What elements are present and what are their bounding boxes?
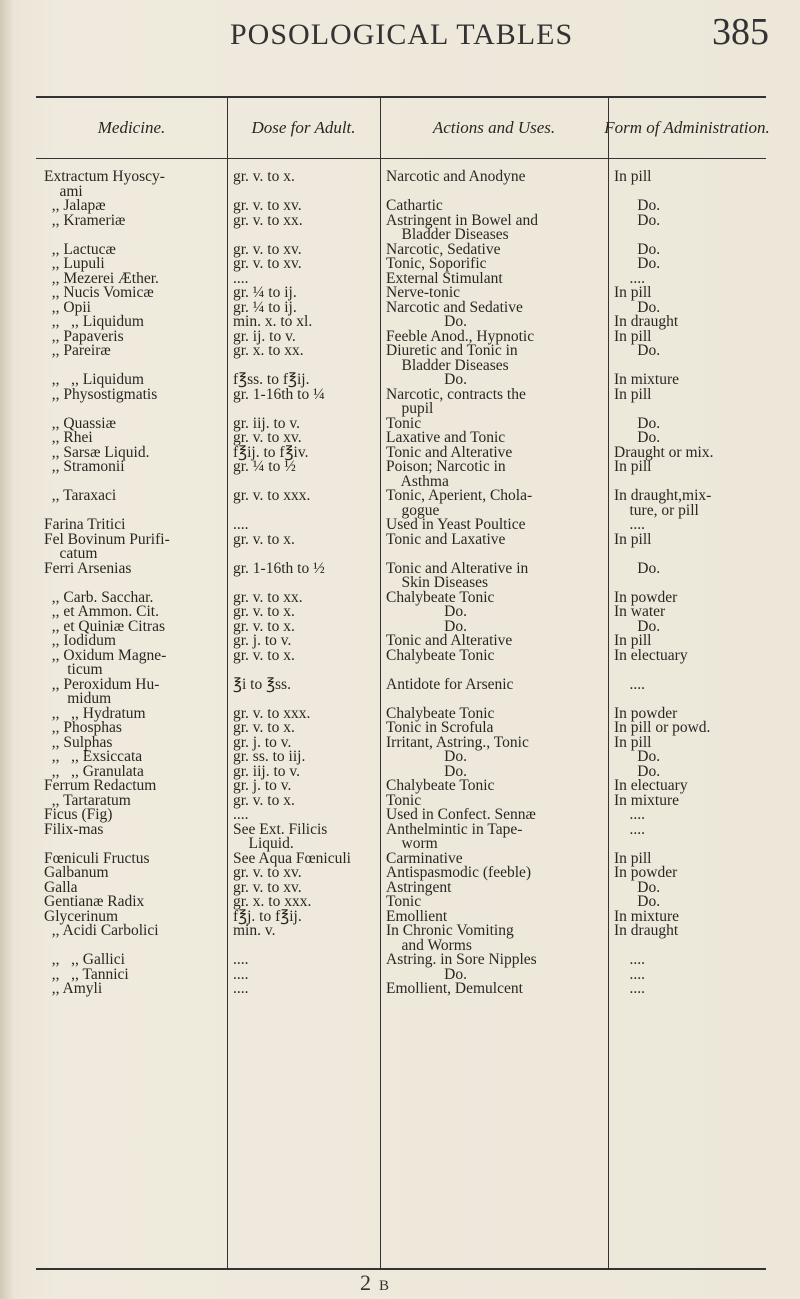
action-line: Irritant, Astring., Tonic <box>386 733 529 751</box>
medicine-line: Glycerinum <box>44 907 119 925</box>
form-line: Do. <box>614 414 661 432</box>
form-line: Do. <box>614 617 661 635</box>
action-line: Narcotic, Sedative <box>386 240 501 258</box>
form-line: In mixture <box>614 371 679 388</box>
medicine-line: ,, Taraxaci <box>44 487 117 504</box>
medicine-line: ,, Rhei <box>44 429 93 446</box>
form-line: In pill <box>614 168 652 185</box>
form-line: Do. <box>614 878 661 896</box>
action-line: Tonic and Alterative <box>386 632 513 649</box>
dose-line: gr. v. to xxx. <box>233 487 311 504</box>
medicine-line: ,, Mezerei Æther. <box>44 269 159 287</box>
action-line: Anthelmintic in Tape- <box>386 820 523 838</box>
action-line: Poison; Narcotic in <box>386 458 506 475</box>
medicine-line: ,, Carb. Sacchar. <box>44 588 154 606</box>
form-line: In powder <box>614 864 678 881</box>
action-line: Astringent in Bowel and <box>386 211 538 229</box>
medicine-line: ,, ,, Exsiccata <box>44 748 143 765</box>
action-line: pupil <box>386 400 434 417</box>
medicine-line: Ferrum Redactum <box>44 777 157 794</box>
medicine-line: Ferri Arsenias <box>44 559 132 577</box>
form-line: Do. <box>614 255 661 272</box>
action-line: Nerve-tonic <box>386 284 461 301</box>
form-line: In powder <box>614 704 678 722</box>
form-line: .... <box>614 269 645 287</box>
medicine-line: ,, Pareiræ <box>44 342 111 359</box>
medicine-line: Farina Tritici <box>44 516 126 533</box>
action-line: Tonic <box>386 893 422 910</box>
form-line: In pill <box>614 458 652 475</box>
dose-line: See Aqua Fœniculi <box>233 849 351 867</box>
dose-line: gr. v. to xv. <box>233 429 302 446</box>
medicine-line: Gentianæ Radix <box>44 893 145 910</box>
medicine-line: ,, Physostigmatis <box>44 385 158 403</box>
form-line: In draught <box>614 313 679 330</box>
medicine-line: ,, Oxidum Magne- <box>44 646 167 664</box>
form-line: Do. <box>614 197 661 214</box>
form-line: In pill <box>614 385 652 403</box>
dose-line: gr. v. to x. <box>233 168 295 185</box>
form-line: In pill <box>614 632 652 649</box>
form-line: .... <box>614 516 645 533</box>
dose-line <box>233 939 379 954</box>
dose-line: gr. v. to x. <box>233 617 295 635</box>
header-actions: Actions and Uses. <box>432 117 556 137</box>
medicine-line: ,, ,, Hydratum <box>44 704 146 722</box>
medicine-line: ,, Sulphas <box>44 733 113 751</box>
form-line: ture, or pill <box>614 501 699 519</box>
action-line: Cathartic <box>386 197 443 214</box>
header-medicine: Medicine. <box>97 117 166 137</box>
action-line: Emollient <box>386 907 448 925</box>
action-line: External Stimulant <box>386 269 503 287</box>
dose-line: .... <box>233 806 249 823</box>
action-line: Chalybeate Tonic <box>386 588 495 606</box>
medicine-line: ,, Phosphas <box>44 719 122 736</box>
action-line: Emollient, Demulcent <box>386 980 523 997</box>
dose-line: min. v. <box>233 922 276 939</box>
form-line: In mixture <box>614 791 679 809</box>
dose-line: f℥ij. to f℥iv. <box>233 443 309 461</box>
action-line: Asthma <box>386 472 449 490</box>
action-line: Chalybeate Tonic <box>386 704 495 722</box>
form-line: .... <box>614 675 645 693</box>
dose-line: f℥j. to f℥ij. <box>233 907 302 925</box>
dose-line: gr. ¼ to ij. <box>233 284 297 301</box>
form-line: .... <box>614 965 645 983</box>
dose-line: gr. ij. to v. <box>233 327 296 345</box>
dose-column <box>233 170 379 997</box>
medicine-line: ,, Lupuli <box>44 255 105 272</box>
dose-line: min. x. to xl. <box>233 313 313 330</box>
form-line: In pill <box>614 327 652 345</box>
dose-line: gr. j. to v. <box>233 632 292 649</box>
action-line: Diuretic and Tonic in <box>386 342 518 359</box>
header-rule <box>36 158 766 159</box>
form-line: In mixture <box>614 907 679 925</box>
dose-line: gr. x. to xx. <box>233 342 304 359</box>
dose-line: .... <box>233 980 249 997</box>
dose-line: gr. v. to x. <box>233 791 295 809</box>
action-line: Do. <box>386 617 467 635</box>
dose-line: ℥i to ℥ss. <box>233 675 291 693</box>
signature-number: 2 <box>360 1270 371 1295</box>
form-line: .... <box>614 980 645 997</box>
medicine-line: ,, Tartaratum <box>44 791 131 809</box>
medicine-line: ,, Acidi Carbolici <box>44 922 159 939</box>
form-line: Do. <box>614 748 661 765</box>
dose-line: gr. j. to v. <box>233 733 292 751</box>
medicine-line: Extractum Hyoscy- <box>44 168 165 185</box>
form-line: .... <box>614 806 645 823</box>
action-line: worm <box>386 835 438 852</box>
dose-line: gr. v. to xv. <box>233 240 302 258</box>
action-line: Antispasmodic (feeble) <box>386 864 532 881</box>
form-line: In draught,mix- <box>614 487 712 504</box>
header-dose: Dose for Adult. <box>251 117 356 137</box>
action-line: Narcotic and Sedative <box>386 298 523 316</box>
form-line: In water <box>614 603 666 620</box>
medicine-column <box>44 170 226 997</box>
dose-line: gr. v. to xxx. <box>233 704 311 722</box>
medicine-line: ,, ,, Granulata <box>44 762 144 780</box>
dose-line: gr. v. to x. <box>233 603 295 620</box>
action-line: Do. <box>386 762 467 780</box>
medicine-line: ,, et Quiniæ Citras <box>44 617 165 635</box>
action-line: Tonic in Scrofula <box>386 719 494 736</box>
action-line: Do. <box>386 603 467 620</box>
dose-line: gr. v. to x. <box>233 530 295 548</box>
form-line: Draught or mix. <box>614 443 714 461</box>
form-line: In pill <box>614 733 652 751</box>
medicine-line: ,, Amyli <box>44 980 103 997</box>
action-line: Feeble Anod., Hypnotic <box>386 327 535 345</box>
medicine-line: ,, Papaveris <box>44 327 124 345</box>
dose-line: gr. 1-16th to ½ <box>233 559 325 577</box>
form-line: Do. <box>614 429 661 446</box>
form-line: In pill <box>614 530 652 548</box>
dose-line: gr. v. to xv. <box>233 197 302 214</box>
form-line: In electuary <box>614 777 688 794</box>
dose-line: gr. x. to xxx. <box>233 893 312 910</box>
form-line: Do. <box>614 342 661 359</box>
medicine-line: ,, ,, Gallici <box>44 951 125 968</box>
form-line: .... <box>614 951 645 968</box>
medicine-line: Galla <box>44 878 78 896</box>
action-line: Used in Yeast Poultice <box>386 516 526 533</box>
medicine-line: ,, Iodidum <box>44 632 116 649</box>
dose-line: Liquid. <box>233 835 294 852</box>
dose-line: gr. ¼ to ½ <box>233 458 296 475</box>
dose-line: gr. v. to xx. <box>233 588 303 606</box>
medicine-line: Ficus (Fig) <box>44 806 113 823</box>
action-line: Do. <box>386 748 467 765</box>
medicine-line: ,, Lactucæ <box>44 240 116 258</box>
form-line: Do. <box>614 762 661 780</box>
signature-mark <box>360 1270 389 1296</box>
dose-line: gr. iij. to v. <box>233 414 301 432</box>
action-line: Tonic, Aperient, Chola- <box>386 487 533 504</box>
action-line: Astring. in Sore Nipples <box>386 951 537 968</box>
medicine-line: ,, Sarsæ Liquid. <box>44 443 150 461</box>
form-line: Do. <box>614 240 661 258</box>
action-line: Antidote for Arsenic <box>386 675 514 693</box>
form-line: In draught <box>614 922 679 939</box>
dose-line: .... <box>233 269 249 287</box>
form-line: In pill or powd. <box>614 719 711 736</box>
action-line: Tonic <box>386 414 422 432</box>
action-line: Carminative <box>386 849 463 867</box>
column-divider <box>608 96 609 1268</box>
medicine-line: ,, Krameriæ <box>44 211 126 229</box>
dose-line: gr. ss. to iij. <box>233 748 306 765</box>
action-line: Astringent <box>386 878 452 896</box>
action-line: and Worms <box>386 936 472 954</box>
form-line: In pill <box>614 284 652 301</box>
dose-line: gr. v. to xv. <box>233 255 302 272</box>
dose-line: .... <box>233 965 249 983</box>
action-line: Bladder Diseases <box>386 356 509 374</box>
action-line: Chalybeate Tonic <box>386 646 495 664</box>
medicine-line: Filix-mas <box>44 820 104 838</box>
column-divider <box>227 96 228 1268</box>
medicine-line: catum <box>44 545 98 562</box>
signature-letter: B <box>379 1278 390 1294</box>
action-line: Tonic, Soporific <box>386 255 487 272</box>
dose-line: gr. 1-16th to ¼ <box>233 385 325 403</box>
medicine-line: midum <box>44 690 112 707</box>
action-line: Do. <box>386 371 467 388</box>
action-line: Laxative and Tonic <box>386 429 506 446</box>
medicine-line: Fœniculi Fructus <box>44 849 150 867</box>
medicine-line: ticum <box>44 661 103 678</box>
action-line: Tonic and Alterative in <box>386 559 529 577</box>
medicine-line: Fel Bovinum Purifi- <box>44 530 170 548</box>
dose-line: gr. iij. to v. <box>233 762 301 780</box>
dose-line: .... <box>233 951 249 968</box>
medicine-line: ,, Opii <box>44 298 91 316</box>
dose-line: gr. j. to v. <box>233 777 292 794</box>
medicine-line: ,, Jalapæ <box>44 197 106 214</box>
dose-line: gr. ¼ to ij. <box>233 298 297 316</box>
dose-line: gr. v. to xv. <box>233 864 302 881</box>
medicine-line: ,, et Ammon. Cit. <box>44 603 159 620</box>
medicine-line: ,, Nucis Vomicæ <box>44 284 154 301</box>
column-divider <box>380 96 381 1268</box>
dose-line: gr. v. to x. <box>233 719 295 736</box>
form-line: In powder <box>614 588 678 606</box>
medicine-line: ,, ,, Liquidum <box>44 371 144 388</box>
action-line: Skin Diseases <box>386 574 489 591</box>
form-line: Do. <box>614 559 661 577</box>
form-line: In electuary <box>614 646 688 664</box>
medicine-line: ,, Peroxidum Hu- <box>44 675 160 693</box>
dose-line: gr. v. to x. <box>233 646 295 664</box>
form-line: Do. <box>614 211 661 229</box>
dose-line: gr. v. to xx. <box>233 211 303 229</box>
running-title: POSOLOGICAL TABLES <box>230 18 574 51</box>
action-line: Narcotic, contracts the <box>386 385 526 403</box>
action-line: Do. <box>386 313 467 330</box>
form-line: Do. <box>614 893 661 910</box>
dose-line: .... <box>233 516 249 533</box>
action-line: Tonic <box>386 791 422 809</box>
medicine-line: ,, ,, Tannici <box>44 965 129 983</box>
action-line: Bladder Diseases <box>386 226 509 243</box>
form-line: Do. <box>614 298 661 316</box>
dose-line: gr. v. to xv. <box>233 878 302 896</box>
medicine-line: ami <box>44 182 83 200</box>
action-line: In Chronic Vomiting <box>386 922 514 939</box>
actions-column <box>386 170 606 997</box>
medicine-line: ,, Stramonii <box>44 458 125 475</box>
dose-line <box>233 504 379 519</box>
form-column <box>614 170 764 997</box>
form-line: In pill <box>614 849 652 867</box>
medicine-line: ,, Quassiæ <box>44 414 116 432</box>
action-line: Used in Confect. Sennæ <box>386 806 536 823</box>
medicine-line: ,, ,, Liquidum <box>44 313 144 330</box>
action-line: Tonic and Alterative <box>386 443 513 461</box>
action-line: Do. <box>386 965 467 983</box>
action-line: Tonic and Laxative <box>386 530 506 548</box>
medicine-line: Galbanum <box>44 864 109 881</box>
action-line: gogue <box>386 501 440 519</box>
dose-line: f℥ss. to f℥ij. <box>233 371 310 388</box>
header-form: Form of Administration. <box>604 117 770 137</box>
action-line: Chalybeate Tonic <box>386 777 495 794</box>
action-line: Narcotic and Anodyne <box>386 168 526 185</box>
dose-line: See Ext. Filicis <box>233 820 328 838</box>
form-line: .... <box>614 820 645 838</box>
page-number: 385 <box>712 11 769 53</box>
